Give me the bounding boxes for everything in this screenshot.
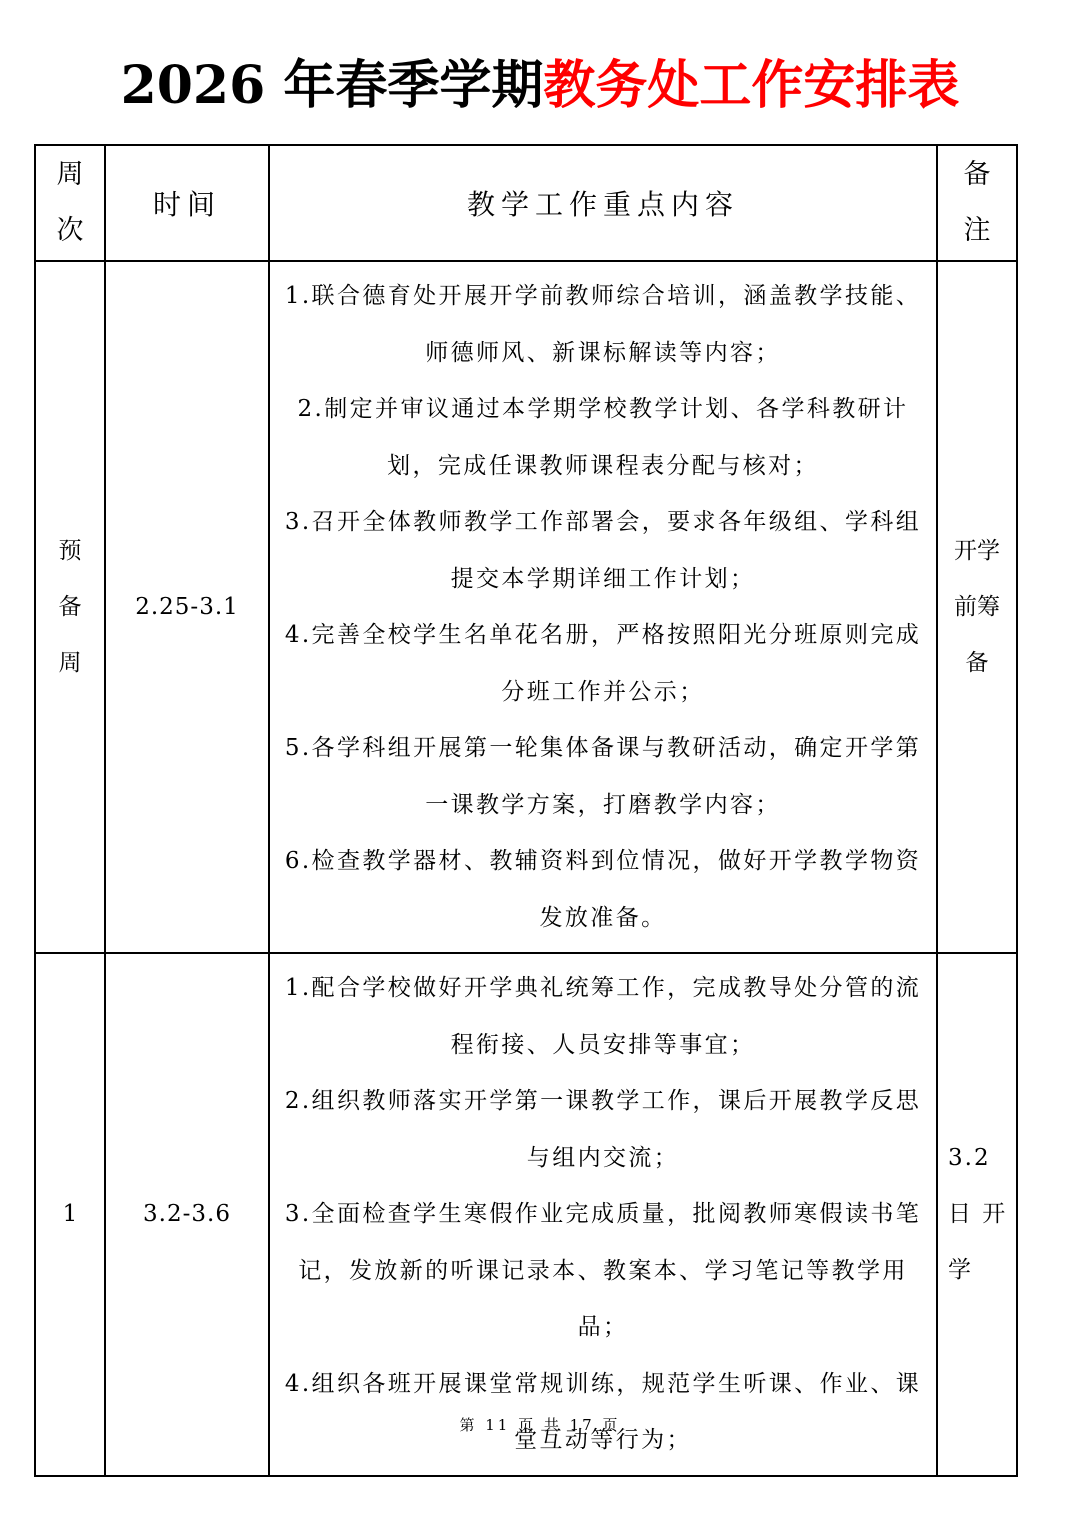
content-item: 3.全面检查学生寒假作业完成质量，批阅教师寒假读书笔记，发放新的听课记录本、教案本、学习笔记等教学用品； <box>284 1201 922 1340</box>
content-item: 1.联合德育处开展开学前教师综合培训，涵盖教学技能、师德师风、新课标解读等内容； <box>284 283 922 366</box>
header-time: 时间 <box>105 145 269 261</box>
week-cell <box>35 953 105 1476</box>
week-line: 预 <box>58 538 82 564</box>
header-week <box>35 145 105 261</box>
note-line: 开学 <box>954 538 1000 564</box>
note-line: 前筹 <box>954 594 1000 620</box>
note-cell <box>937 953 1017 1476</box>
week-line: 备 <box>58 594 82 620</box>
content-item: 3.召开全体教师教学工作部署会，要求各年级组、学科组提交本学期详细工作计划； <box>284 509 922 592</box>
table-row <box>35 953 1017 1476</box>
content-cell <box>269 261 937 953</box>
note-line: 备 <box>965 650 989 676</box>
page-title <box>0 48 1080 124</box>
content-item: 4.完善全校学生名单花名册，严格按照阳光分班原则完成分班工作并公示； <box>284 622 922 705</box>
content-item: 4.组织各班开展课堂常规训练，规范学生听课、作业、课堂互动等行为； <box>284 1370 922 1453</box>
schedule-table <box>34 144 1018 1477</box>
content-item: 1.配合学校做好开学典礼统筹工作，完成教导处分管的流程衔接、人员安排等事宜； <box>284 975 922 1058</box>
table-row <box>35 261 1017 953</box>
time-cell: 2.25-3.1 <box>105 261 269 953</box>
week-line: 1 <box>62 1201 78 1228</box>
header-note-line: 注 <box>963 215 991 246</box>
note-line: 学 <box>948 1257 973 1284</box>
content-item: 5.各学科组开展第一轮集体备课与教研活动，确定开学第一课教学方案，打磨教学内容； <box>284 735 922 818</box>
header-content: 教学工作重点内容 <box>269 145 937 261</box>
note-line: 日 开 <box>948 1201 1008 1228</box>
header-note <box>937 145 1017 261</box>
week-cell <box>35 261 105 953</box>
week-line: 周 <box>58 650 82 676</box>
content-cell <box>269 953 937 1476</box>
title-black-part: 2026 年春季学期 <box>120 55 544 116</box>
table-header-row <box>35 145 1017 261</box>
note-line: 3.2 <box>948 1145 991 1172</box>
content-item: 6.检查教学器材、教辅资料到位情况，做好开学教学物资发放准备。 <box>284 848 922 931</box>
note-cell <box>937 261 1017 953</box>
header-week-line: 次 <box>56 215 84 246</box>
title-red-part: 教务处工作安排表 <box>543 55 960 116</box>
page-footer: 第 11 页 共 17 页 <box>459 1416 621 1434</box>
content-item: 2.组织教师落实开学第一课教学工作，课后开展教学反思与组内交流； <box>284 1088 922 1171</box>
header-note-line: 备 <box>963 159 991 190</box>
time-cell: 3.2-3.6 <box>105 953 269 1476</box>
content-item: 2.制定并审议通过本学期学校教学计划、各学科教研计划，完成任课教师课程表分配与核对； <box>297 396 909 479</box>
header-week-line: 周 <box>56 159 84 190</box>
